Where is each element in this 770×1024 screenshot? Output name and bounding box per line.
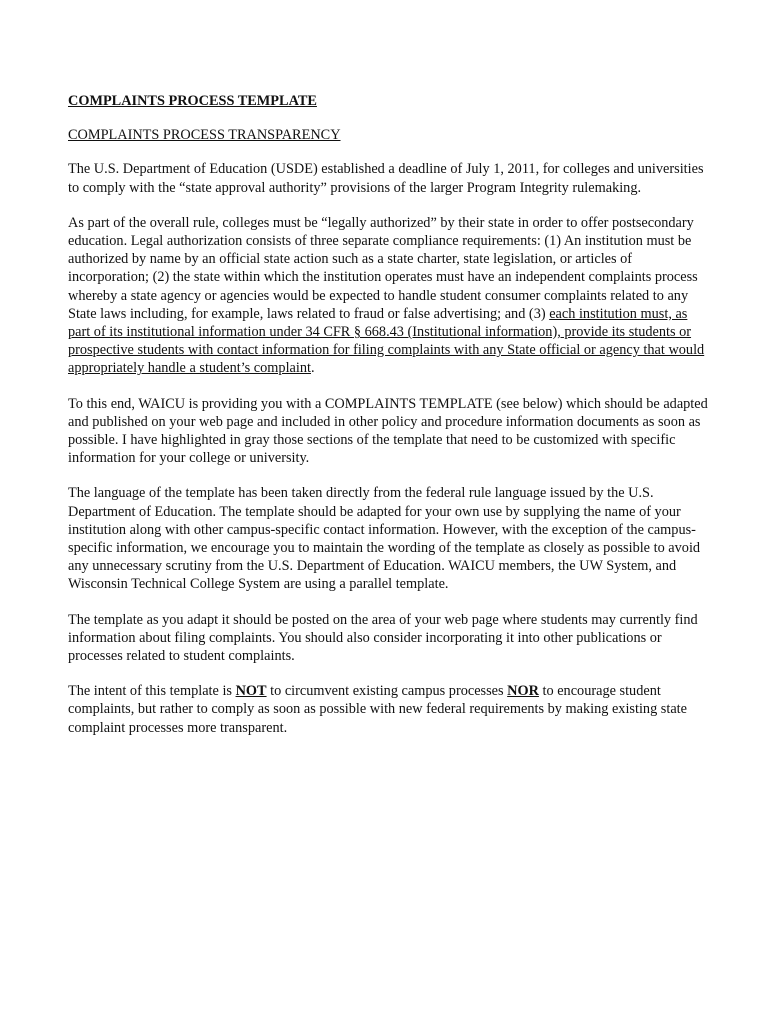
intent-text-c: to encourage student complaints, but rather to comply as soon as possible with new federal requirements by making existing state complaint processes more transparent. — [68, 683, 687, 736]
paragraph-legal-authorization — [68, 214, 708, 378]
paragraph-waicu-template: To this end, WAICU is providing you with a COMPLAINTS TEMPLATE (see below) which should be adapted and published on your web page and included in other policy and procedure information documents as soon as possible. I have highlighted in gray those sections of the template that need to be customized with specific information for your college or university. — [68, 395, 708, 467]
emphasis-not: NOT — [235, 683, 267, 700]
intent-text-b: to circumvent existing campus processes — [266, 683, 508, 700]
document-title: COMPLAINTS PROCESS TEMPLATE — [68, 93, 317, 109]
paragraph-template-language: The language of the template has been taken directly from the federal rule language issued by the U.S. Department of Education. The template should be adapted for your own use by supplying the name of your institution along with other campus-specific contact information. However, with the exception of the campus-specific information, we encourage you to maintain the wording of the template as closely as possible to avoid any unnecessary scrutiny from the U.S. Department of Education. WAICU members, the UW System, and Wisconsin Technical College System are using a parallel template. — [68, 485, 701, 593]
paragraph-posting-guidance: The template as you adapt it should be posted on the area of your web page where students may currently find information about filing complaints. You should also consider incorporating it into other publications or processes related to student complaints. — [68, 611, 698, 665]
paragraph-legal-authorization-text: As part of the overall rule, colleges must be “legally authorized” by their state in order to offer postsecondary education. Legal authorization consists of three separate compliance requirements: (1) An institution must be authorized by name by an official state action such as a state charter, state legislation, or articles of incorporation; (2) the state within which the institution operates must have an independent complaints process whereby a state agency or agencies would be expected to handle student consumer complaints related to any State laws including, for example, laws related to fraud or false advertising; and (3) — [68, 214, 698, 322]
paragraph-intent — [68, 682, 708, 737]
intent-text-a: The intent of this template is — [68, 683, 236, 700]
paragraph-deadline: The U.S. Department of Education (USDE) established a deadline of July 1, 2011, for colleges and universities to comply with the “state approval authority” provisions of the larger Program Integrity rulemaking. — [68, 161, 704, 196]
document-subtitle: COMPLAINTS PROCESS TRANSPARENCY — [68, 127, 341, 144]
paragraph-legal-authorization-end: . — [310, 360, 315, 377]
emphasis-nor: NOR — [507, 683, 539, 700]
underlined-requirement-text: each institution must, as part of its institutional information under 34 CFR § 668.43 (Institutional information), provide its students or prospective students with contact information for filing complaints with any State official or agency that would appropriately handle a student’s complaint — [68, 305, 705, 377]
document-page — [68, 92, 708, 754]
